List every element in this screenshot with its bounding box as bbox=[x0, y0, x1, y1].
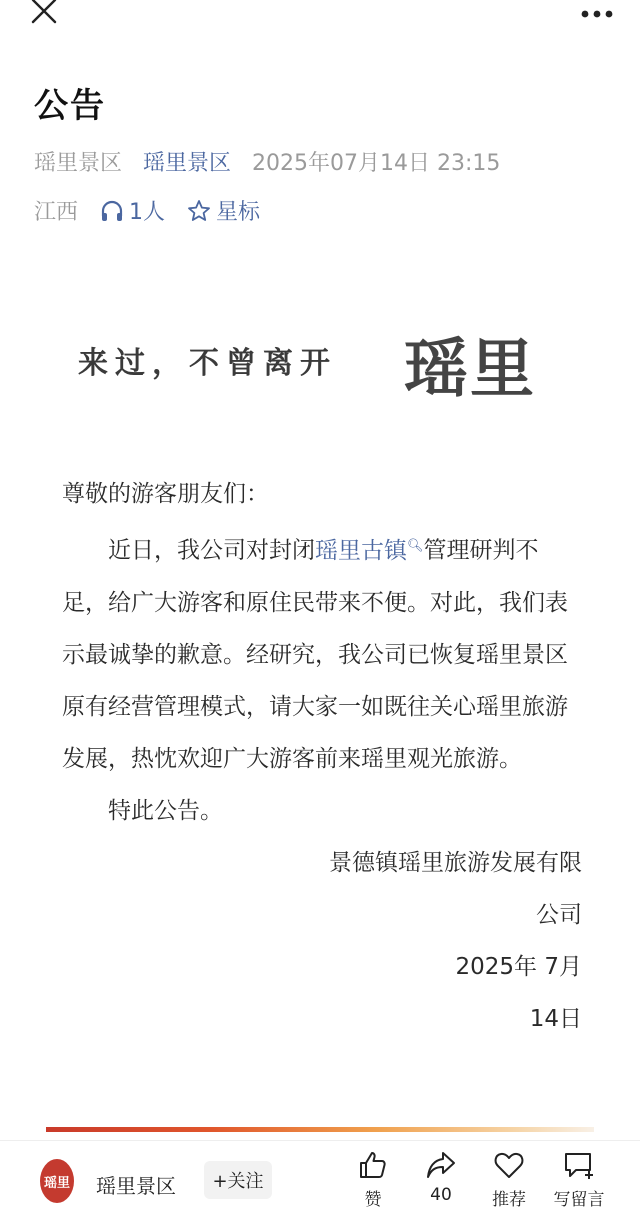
account-name[interactable]: 瑶里景区 bbox=[96, 1174, 176, 1198]
keyword-link[interactable]: 瑶里古镇🔍︎ bbox=[315, 537, 424, 564]
star-icon bbox=[187, 199, 211, 223]
thumbs-up-icon bbox=[357, 1149, 389, 1181]
signature-line: 公司 bbox=[536, 901, 582, 928]
recommend-label: 推荐 bbox=[492, 1190, 526, 1210]
article-meta bbox=[34, 146, 514, 177]
date-line: 2025年 7月 bbox=[455, 953, 582, 980]
publish-datetime: 2025年07月14日 23:15 bbox=[252, 151, 501, 176]
banner-slogan: 来过，不曾离开 bbox=[78, 346, 337, 381]
article-title: 公告 bbox=[34, 86, 106, 126]
location: 江西 bbox=[34, 200, 79, 225]
closing-line: 特此公告。 bbox=[108, 797, 223, 824]
banner-logo-text: 瑶里 bbox=[404, 332, 536, 407]
bottom-bar bbox=[0, 1140, 640, 1221]
banner-image bbox=[78, 318, 568, 407]
comment-button[interactable] bbox=[544, 1149, 614, 1210]
more-options-icon[interactable] bbox=[580, 4, 614, 16]
star-button[interactable] bbox=[187, 195, 260, 226]
like-button[interactable] bbox=[338, 1149, 408, 1210]
date-line: 14日 bbox=[529, 1005, 582, 1032]
comment-label: 写留言 bbox=[553, 1190, 605, 1210]
article-meta-secondary bbox=[34, 195, 260, 226]
recommend-button[interactable] bbox=[474, 1149, 544, 1210]
greeting: 尊敬的游客朋友们： bbox=[62, 481, 269, 507]
heart-icon bbox=[493, 1149, 525, 1181]
comment-icon bbox=[562, 1149, 596, 1181]
star-label: 星标 bbox=[216, 200, 261, 225]
top-bar bbox=[0, 0, 640, 40]
decorative-gradient-bar bbox=[46, 1127, 594, 1132]
follow-button[interactable]: +关注 bbox=[204, 1161, 272, 1199]
listener-count: 1人 bbox=[129, 200, 166, 225]
search-icon: 🔍︎ bbox=[407, 538, 424, 553]
article-source: 瑶里景区 bbox=[34, 151, 123, 176]
body-paragraph: 近日，我公司对封闭瑶里古镇🔍︎管理研判不足，给广大游客和原住民带来不便。对此，我们表示最诚挚的歉意。经研究，我公司已恢复瑶里景区原有经营管理模式，请大家一如既往关心瑶里旅游发展，热忱欢迎广大游客前来瑶里观光旅游。 bbox=[62, 537, 568, 772]
close-icon[interactable] bbox=[30, 0, 60, 24]
listen-button[interactable] bbox=[100, 195, 165, 226]
signature-line: 景德镇瑶里旅游发展有限 bbox=[329, 849, 582, 876]
share-icon bbox=[425, 1149, 457, 1181]
share-count: 40 bbox=[430, 1185, 452, 1205]
account-link[interactable]: 瑶里景区 bbox=[143, 151, 232, 176]
share-button[interactable] bbox=[406, 1149, 476, 1205]
headphones-icon bbox=[100, 200, 124, 222]
like-label: 赞 bbox=[364, 1190, 382, 1210]
article-body bbox=[62, 468, 582, 1045]
avatar[interactable]: 瑶里 bbox=[40, 1159, 74, 1203]
